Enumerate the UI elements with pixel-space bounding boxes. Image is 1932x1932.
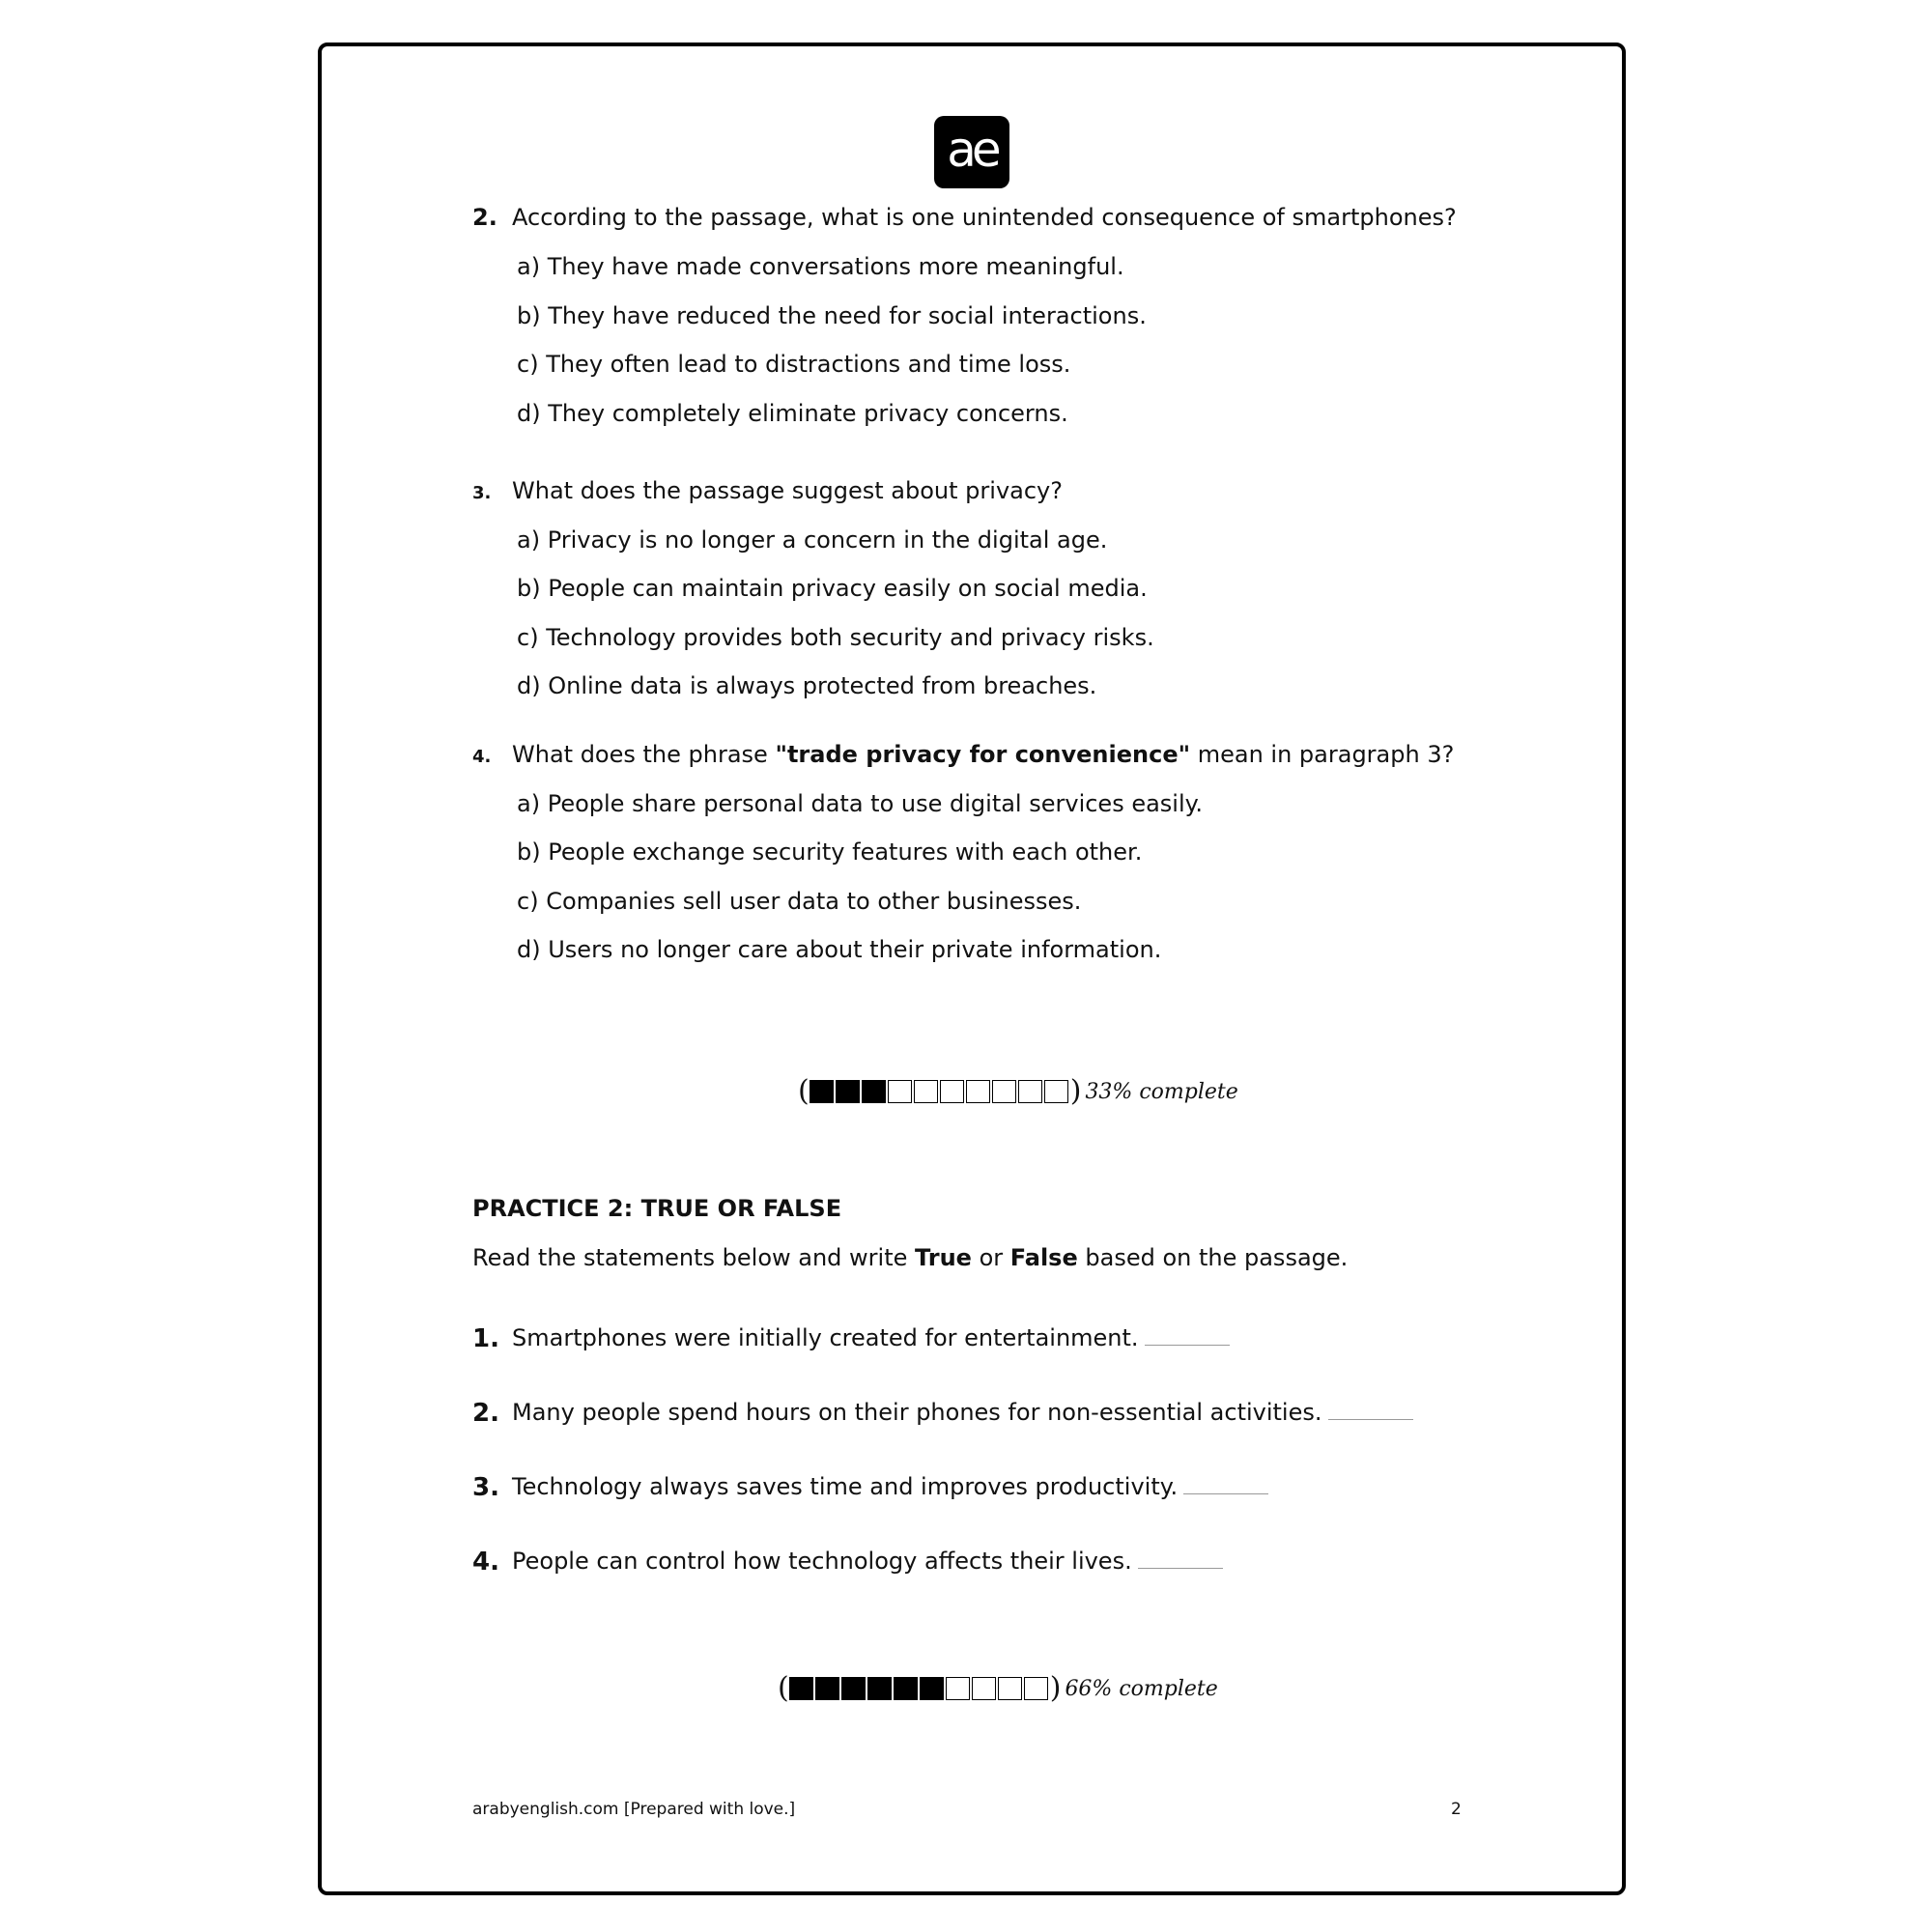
progress-cell-empty: [1024, 1677, 1048, 1700]
ae-logo: [934, 116, 1009, 188]
question-text: What does the passage suggest about privacy?: [512, 477, 1063, 504]
statement-label: Many people spend hours on their phones for non-essential activities.: [512, 1399, 1322, 1426]
statement-text: [512, 1399, 1413, 1426]
question-number: 2.: [472, 204, 497, 231]
progress-cell-empty: [940, 1080, 964, 1103]
progress-cell-filled: [894, 1677, 918, 1700]
answer-blank[interactable]: [1183, 1492, 1268, 1494]
progress-cell-filled: [862, 1080, 886, 1103]
progress-bar-33: [798, 1074, 1238, 1108]
instruction-or: or: [971, 1244, 1010, 1271]
page-number: 2: [1451, 1800, 1462, 1819]
option-a: a) They have made conversations more meaningful.: [517, 253, 1124, 280]
question-number: 4.: [472, 747, 492, 767]
progress-cells: [789, 1677, 1050, 1700]
progress-cell-empty: [992, 1080, 1016, 1103]
progress-cell-empty: [972, 1677, 996, 1700]
instruction-false: False: [1009, 1244, 1078, 1271]
logo-text: ae: [947, 122, 997, 178]
section-heading: PRACTICE 2: TRUE OR FALSE: [472, 1195, 842, 1222]
progress-cell-empty: [1044, 1080, 1068, 1103]
progress-cell-empty: [914, 1080, 938, 1103]
bracket-right: ): [1049, 1671, 1062, 1705]
progress-cell-filled: [867, 1677, 892, 1700]
option-a: a) Privacy is no longer a concern in the digital age.: [517, 526, 1108, 554]
progress-cell-filled: [789, 1677, 813, 1700]
instruction-true: True: [915, 1244, 972, 1271]
answer-blank[interactable]: [1138, 1567, 1223, 1569]
progress-cell-empty: [966, 1080, 990, 1103]
instruction-text: [472, 1244, 1348, 1271]
question-text-start: What does the phrase: [512, 741, 776, 768]
bracket-left: (: [798, 1074, 810, 1108]
statement-label: Smartphones were initially created for entertainment.: [512, 1324, 1139, 1351]
progress-cell-filled: [810, 1080, 834, 1103]
progress-cells: [810, 1080, 1070, 1103]
statement-number: 3.: [472, 1473, 499, 1502]
instruction-end: based on the passage.: [1077, 1244, 1349, 1271]
option-b: b) People exchange security features with each other.: [517, 838, 1143, 866]
statement-number: 4.: [472, 1548, 499, 1577]
progress-cell-filled: [836, 1080, 860, 1103]
progress-cell-empty: [998, 1677, 1022, 1700]
progress-bar-66: [778, 1671, 1218, 1705]
progress-label: 66% complete: [1065, 1676, 1218, 1701]
question-text-end: mean in paragraph 3?: [1190, 741, 1455, 768]
option-c: c) They often lead to distractions and time loss.: [517, 351, 1071, 378]
progress-cell-filled: [841, 1677, 866, 1700]
option-c: c) Companies sell user data to other businesses.: [517, 888, 1082, 915]
question-number: 3.: [472, 483, 492, 503]
answer-blank[interactable]: [1145, 1344, 1230, 1346]
progress-cell-empty: [1018, 1080, 1042, 1103]
statement-text: [512, 1324, 1230, 1351]
statement-label: People can control how technology affects their lives.: [512, 1548, 1132, 1575]
question-text: [512, 741, 1454, 768]
option-d: d) Users no longer care about their private information.: [517, 936, 1162, 963]
statement-number: 1.: [472, 1324, 499, 1353]
option-b: b) They have reduced the need for social interactions.: [517, 302, 1147, 329]
option-c: c) Technology provides both security and privacy risks.: [517, 624, 1154, 651]
progress-cell-empty: [888, 1080, 912, 1103]
footer-site: arabyenglish.com [Prepared with love.]: [472, 1800, 796, 1819]
statement-text: [512, 1548, 1223, 1575]
statement-text: [512, 1473, 1268, 1500]
progress-cell-filled: [920, 1677, 944, 1700]
progress-label: 33% complete: [1085, 1079, 1238, 1104]
question-phrase: "trade privacy for convenience": [775, 741, 1191, 768]
question-text: According to the passage, what is one unintended consequence of smartphones?: [512, 204, 1457, 231]
progress-cell-empty: [946, 1677, 970, 1700]
answer-blank[interactable]: [1328, 1418, 1413, 1420]
option-d: d) They completely eliminate privacy concerns.: [517, 400, 1068, 427]
bracket-right: ): [1069, 1074, 1082, 1108]
progress-cell-filled: [815, 1677, 839, 1700]
statement-label: Technology always saves time and improves productivity.: [512, 1473, 1179, 1500]
bracket-left: (: [778, 1671, 789, 1705]
option-b: b) People can maintain privacy easily on social media.: [517, 575, 1148, 602]
option-a: a) People share personal data to use digital services easily.: [517, 790, 1204, 817]
option-d: d) Online data is always protected from breaches.: [517, 672, 1097, 699]
statement-number: 2.: [472, 1399, 499, 1428]
instruction-start: Read the statements below and write: [472, 1244, 916, 1271]
